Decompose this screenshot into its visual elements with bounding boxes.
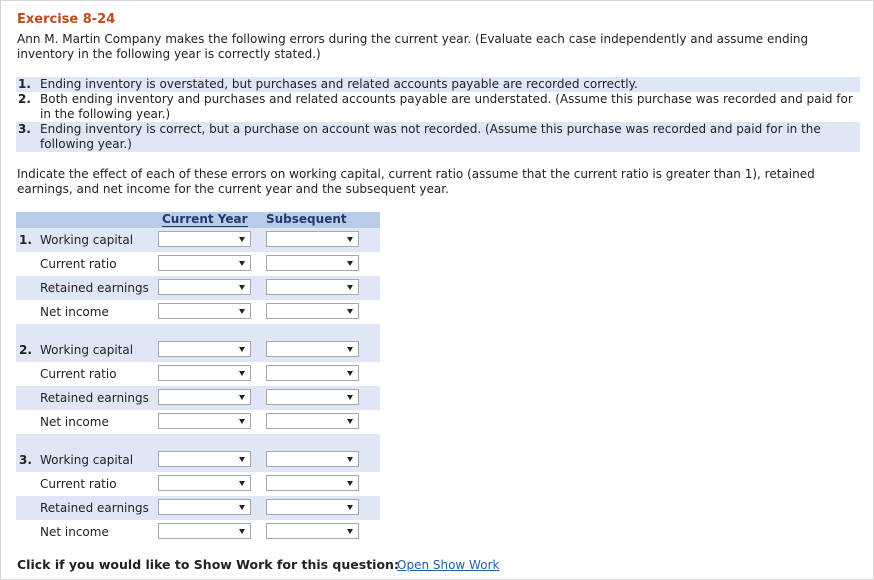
group-number: 2. (19, 343, 32, 357)
subsequent-year-select[interactable] (266, 451, 359, 467)
answer-table (16, 212, 380, 544)
dropdown-arrow-icon (239, 457, 245, 462)
table-row (16, 520, 380, 544)
table-row (16, 338, 380, 362)
subsequent-year-select[interactable] (266, 365, 359, 381)
table-row (16, 386, 380, 410)
table-row (16, 496, 380, 520)
subsequent-year-select[interactable] (266, 255, 359, 271)
subsequent-year-select[interactable] (266, 303, 359, 319)
dropdown-arrow-icon (347, 261, 353, 266)
row-label: Current ratio (40, 477, 117, 491)
row-label: Working capital (40, 343, 134, 357)
group-number: 3. (19, 453, 32, 467)
intro-text: Ann M. Martin Company makes the following errors during the current year. (Evaluate each case independently and assume ending inventory in the following year is correctly stated.) (17, 32, 809, 61)
row-label: Current ratio (40, 257, 117, 271)
table-row (16, 228, 380, 252)
dropdown-arrow-icon (239, 285, 245, 290)
current-year-select[interactable] (158, 255, 251, 271)
dropdown-arrow-icon (347, 285, 353, 290)
group-spacer (16, 324, 380, 338)
dropdown-arrow-icon (347, 395, 353, 400)
exercise-title: Exercise 8-24 (17, 12, 116, 27)
dropdown-arrow-icon (239, 395, 245, 400)
dropdown-arrow-icon (239, 309, 245, 314)
dropdown-arrow-icon (239, 371, 245, 376)
table-row (16, 472, 380, 496)
subsequent-year-select[interactable] (266, 475, 359, 491)
header-subsequent-year: Subsequent (266, 212, 380, 241)
table-row (16, 410, 380, 434)
table-row (16, 448, 380, 472)
row-label: Net income (40, 305, 109, 319)
current-year-select[interactable] (158, 365, 251, 381)
row-label: Retained earnings (40, 281, 149, 295)
group-spacer (16, 434, 380, 448)
subsequent-year-select[interactable] (266, 279, 359, 295)
row-label: Working capital (40, 453, 134, 467)
current-year-select[interactable] (158, 413, 251, 429)
subsequent-year-select[interactable] (266, 413, 359, 429)
current-year-select[interactable] (158, 499, 251, 515)
case-item (16, 122, 860, 152)
current-year-select[interactable] (158, 475, 251, 491)
case-text: Ending inventory is correct, but a purchase on account was not recorded. (Assume this purchase was recorded and paid for in the following year.) (40, 122, 821, 151)
dropdown-arrow-icon (347, 347, 353, 352)
current-year-select[interactable] (158, 389, 251, 405)
dropdown-arrow-icon (239, 347, 245, 352)
subsequent-year-select[interactable] (266, 231, 359, 247)
dropdown-arrow-icon (347, 419, 353, 424)
current-year-select[interactable] (158, 231, 251, 247)
current-year-select[interactable] (158, 451, 251, 467)
dropdown-arrow-icon (347, 309, 353, 314)
row-label: Current ratio (40, 367, 117, 381)
dropdown-arrow-icon (347, 481, 353, 486)
dropdown-arrow-icon (347, 237, 353, 242)
case-number: 3. (18, 122, 31, 136)
current-year-select[interactable] (158, 523, 251, 539)
dropdown-arrow-icon (347, 505, 353, 510)
current-year-select[interactable] (158, 341, 251, 357)
open-show-work-link[interactable]: Open Show Work (397, 558, 500, 572)
row-label: Retained earnings (40, 391, 149, 405)
table-row (16, 252, 380, 276)
row-label: Working capital (40, 233, 134, 247)
subsequent-year-select[interactable] (266, 499, 359, 515)
table-row (16, 300, 380, 324)
row-label: Net income (40, 525, 109, 539)
table-row (16, 276, 380, 300)
dropdown-arrow-icon (239, 529, 245, 534)
dropdown-arrow-icon (347, 529, 353, 534)
current-year-select[interactable] (158, 279, 251, 295)
subsequent-year-select[interactable] (266, 341, 359, 357)
table-header (16, 212, 380, 228)
subsequent-year-select[interactable] (266, 389, 359, 405)
case-item (16, 77, 860, 92)
dropdown-arrow-icon (239, 261, 245, 266)
dropdown-arrow-icon (239, 505, 245, 510)
table-row (16, 362, 380, 386)
header-current-year: Current Year (162, 212, 248, 226)
row-label: Retained earnings (40, 501, 149, 515)
dropdown-arrow-icon (239, 481, 245, 486)
case-text: Both ending inventory and purchases and related accounts payable are understated. (Assume this purchase was recorded and paid for in the following year.) (40, 92, 853, 121)
dropdown-arrow-icon (239, 237, 245, 242)
table-body (16, 228, 380, 544)
current-year-select[interactable] (158, 303, 251, 319)
case-number: 1. (18, 77, 31, 91)
show-work-prompt: Click if you would like to Show Work for this question: (17, 557, 399, 572)
dropdown-arrow-icon (239, 419, 245, 424)
row-label: Net income (40, 415, 109, 429)
case-list (16, 77, 860, 152)
group-number: 1. (19, 233, 32, 247)
dropdown-arrow-icon (347, 457, 353, 462)
subsequent-year-select[interactable] (266, 523, 359, 539)
case-text: Ending inventory is overstated, but purchases and related accounts payable are recorded correctly. (40, 77, 638, 91)
instruction-text: Indicate the effect of each of these errors on working capital, current ratio (assume that the current ratio is greater than 1), retained earnings, and net income for the current year and the subsequent year. (17, 167, 815, 196)
case-number: 2. (18, 92, 31, 106)
case-item (16, 92, 860, 122)
dropdown-arrow-icon (347, 371, 353, 376)
